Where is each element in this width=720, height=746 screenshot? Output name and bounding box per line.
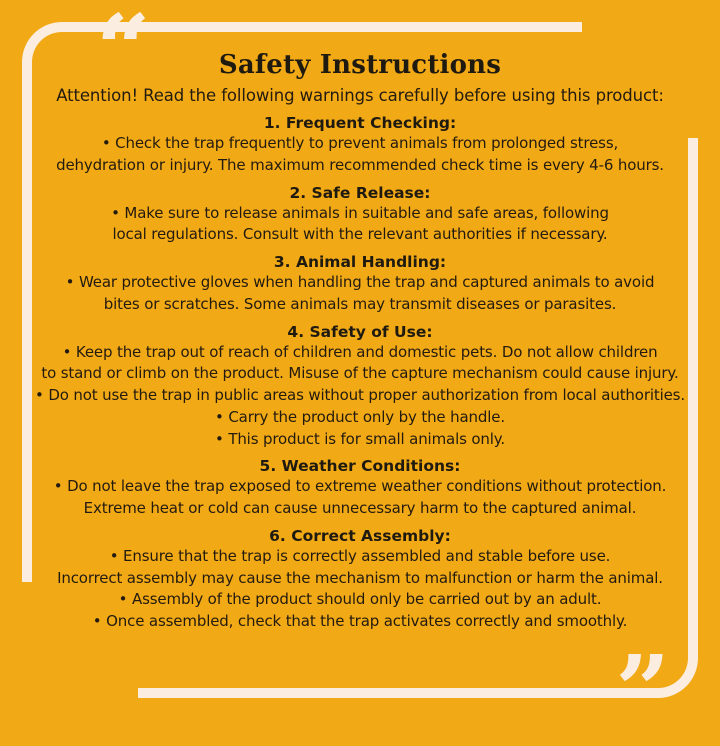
section-line: • Wear protective gloves when handling the trap and captured animals to avoid	[65, 273, 655, 291]
section-line: • Make sure to release animals in suitable and safe areas, following	[111, 203, 609, 222]
instruction-section	[34, 253, 686, 316]
section-heading: 4. Safety of Use:	[287, 322, 433, 341]
section-heading: 5. Weather Conditions:	[259, 457, 461, 476]
section-line: • Carry the product only by the handle.	[215, 407, 505, 426]
intro-text: Attention! Read the following warnings carefully before using this product:	[56, 86, 664, 105]
section-line: • Check the trap frequently to prevent animals from prolonged stress,	[101, 134, 619, 152]
instruction-section	[34, 184, 686, 247]
section-line: • Ensure that the trap is correctly assembled and stable before use.	[109, 546, 611, 565]
section-heading: 6. Correct Assembly:	[269, 526, 451, 545]
instruction-sections	[34, 114, 686, 633]
section-line: Incorrect assembly may cause the mechanism to malfunction or harm the animal.	[57, 568, 663, 587]
section-line: to stand or climb on the product. Misuse of the capture mechanism could cause injury.	[41, 364, 679, 383]
section-line: bites or scratches. Some animals may transmit diseases or parasites.	[103, 294, 617, 313]
instruction-section	[34, 323, 686, 451]
section-line: • Keep the trap out of reach of children and domestic pets. Do not allow children	[62, 342, 658, 361]
section-line: • This product is for small animals only.	[215, 429, 505, 448]
section-line: dehydration or injury. The maximum recommended check time is every 4-6 hours.	[56, 155, 664, 174]
open-quote-icon: “	[96, 0, 149, 105]
instruction-section	[34, 527, 686, 633]
section-line: • Once assembled, check that the trap activates correctly and smoothly.	[92, 612, 628, 630]
close-quote-icon: ”	[615, 635, 668, 746]
section-heading: 3. Animal Handling:	[273, 253, 447, 271]
instruction-section	[34, 114, 686, 177]
section-line: local regulations. Consult with the relevant authorities if necessary.	[112, 225, 608, 244]
section-line: • Do not use the trap in public areas without proper authorization from local authorities.	[35, 386, 685, 404]
section-line: Extreme heat or cold can cause unnecessary harm to the captured animal.	[83, 499, 637, 517]
page-title: Safety Instructions	[218, 50, 502, 80]
poster-content	[34, 50, 686, 635]
section-line: • Do not leave the trap exposed to extreme weather conditions without protection.	[53, 477, 667, 496]
section-line: • Assembly of the product should only be carried out by an adult.	[118, 590, 602, 609]
section-heading: 2. Safe Release:	[289, 183, 431, 202]
instruction-section	[34, 457, 686, 520]
section-heading: 1. Frequent Checking:	[263, 114, 457, 132]
